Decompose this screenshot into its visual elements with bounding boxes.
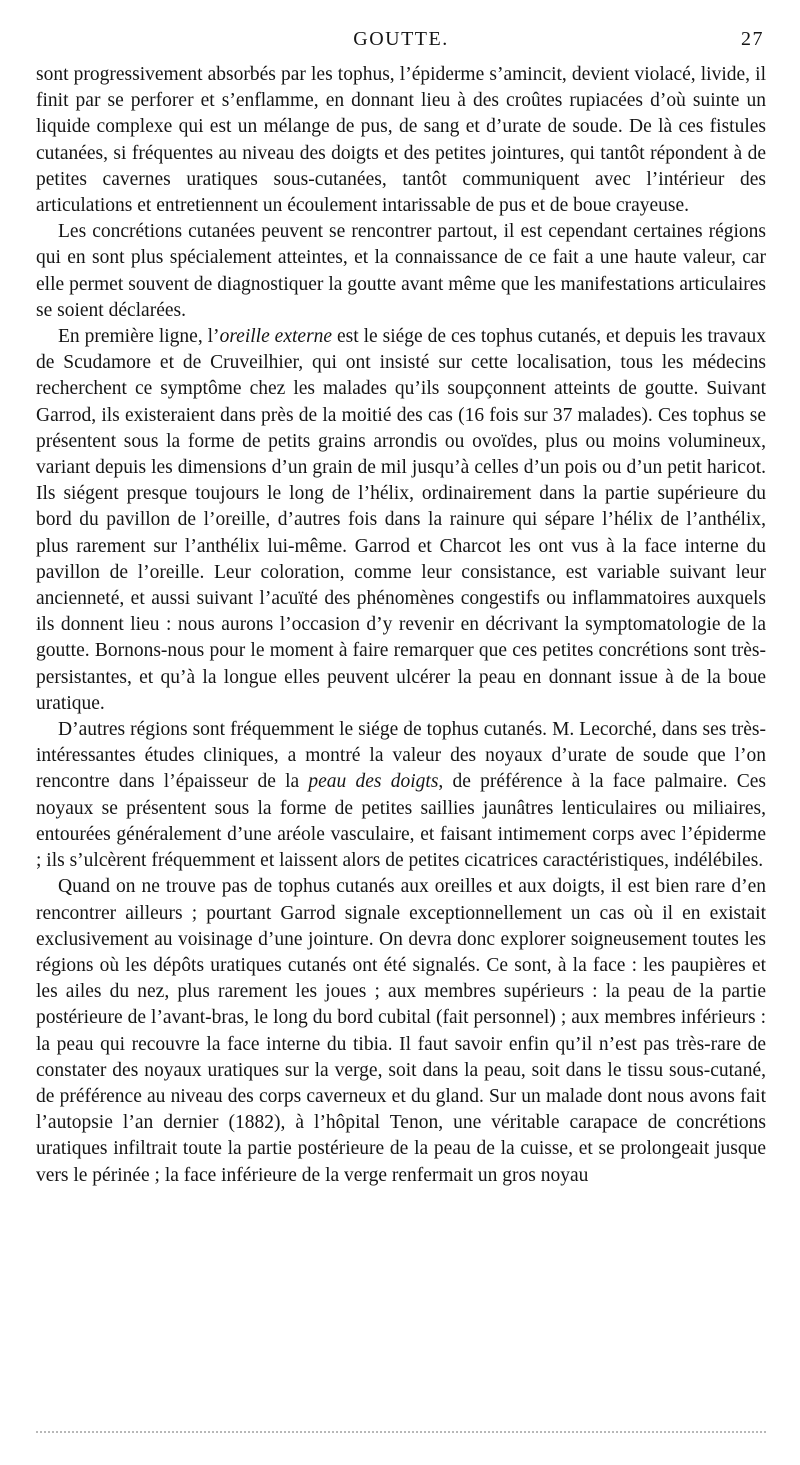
book-page — [36, 28, 766, 1189]
text-run: D’autres régions sont fréquemment le siége de tophus cutanés. M. Lecorché, dans ses très-intéressantes études cliniques, a montré la valeur des noyaux d’urate de soude que l’on rencontre dans l’épaisseur de la — [36, 719, 766, 793]
italic-term: peau des doigts — [308, 771, 439, 793]
text-run: En première ligne, l’ — [58, 326, 220, 348]
paragraph — [36, 874, 766, 1188]
text-run: sont progressivement absorbés par les tophus, l’épiderme s’amincit, devient violacé, livide, il finit par se perforer et s’enflamme, en donnant lieu à des croûtes rupiacées d’où suinte un liquide complexe qui est un mélange de pus, de sang et d’urate de soude. De là ces fistules cutanées, si fréquentes au niveau des doigts et des petites jointures, qui tantôt répondent à de petites cavernes uratiques sous-cutanées, tantôt communiquent avec l’intérieur des articulations et entretiennent un écoulement intarissable de pus et de boue crayeuse. — [36, 64, 766, 217]
paragraph — [36, 324, 766, 717]
text-run: Quand on ne trouve pas de tophus cutanés aux oreilles et aux doigts, il est bien rare d’en rencontrer ailleurs ; pourtant Garrod signale exceptionnellement un cas où il en existait exclusivement au voisinage d’une jointure. On devra donc explorer soigneusement toutes les régions où les dépôts uratiques cutanés ont été signalés. Ce sont, à la face : les paupières et les ailes du nez, plus rarement les joues ; aux membres supérieurs : la peau de la partie postérieure de l’avant-bras, le long du bord cubital (fait personnel) ; aux membres inférieurs : la peau qui recouvre la face interne du tibia. Il faut savoir enfin qu’il n’est pas très-rare de constater des noyaux uratiques sur la verge, soit dans la peau, soit dans le tissu sous-cutané, de préférence au niveau des corps caverneux et du gland. Sur un malade dont nous avons fait l’autopsie l’an dernier (1882), à l’hôpital Tenon, une véritable carapace de concrétions uratiques infiltrait toute la partie postérieure de la peau de la cuisse, et se prolongeait jusque vers le périnée ; la face inférieure de la verge renfermait un gros noyau — [36, 876, 766, 1186]
bottom-rule — [36, 1431, 766, 1433]
paragraph — [36, 219, 766, 324]
italic-term: oreille externe — [219, 326, 333, 348]
page-number: 27 — [741, 28, 764, 50]
paragraph — [36, 62, 766, 219]
text-run: est le siége de ces tophus cutanés, et depuis les travaux de Scudamore et de Cruveilhier, qui ont insisté sur cette localisation, tous les médecins recherchent ce symptôme chez les malades qu’ils soupçonnent atteints de goutte. Suivant Garrod, ils existeraient dans près de la moitié des cas (16 fois sur 37 malades). Ces tophus se présentent sous la forme de petits grains arrondis ou ovoïdes, plus ou moins volumineux, variant depuis les dimensions d’un grain de mil jusqu’à celles d’un pois ou d’un petit haricot. Ils siégent presque toujours le long de l’hélix, ordinairement dans la partie supérieure du bord du pavillon de l’oreille, d’autres fois dans la rainure qui sépare l’hélix de l’anthélix, plus rarement sur l’anthélix lui-même. Garrod et Charcot les ont vus à la face interne du pavillon de l’oreille. Leur coloration, comme leur consistance, est variable suivant leur ancienneté, et aussi suivant l’acuïté des phénomènes congestifs ou inflammatoires auxquels ils donnent lieu : nous aurons l’occasion d’y revenir en décrivant la symptomatologie de la goutte. Bornons-nous pour le moment à faire remarquer que ces petites concrétions sont très-persistantes, et qu’à la longue elles peuvent ulcérer la peau en donnant issue à de la boue uratique. — [36, 326, 766, 714]
text-run: , de préférence à la face palmaire. Ces noyaux se présentent sous la forme de petites saillies jaunâtres lenticulaires ou miliaires, entourées généralement d’une aréole vasculaire, et faisant intimement corps avec l’épiderme ; ils s’ulcèrent fréquemment et laissent alors de petites cicatrices caractéristiques, indélébiles. — [36, 771, 767, 872]
page-header — [36, 28, 766, 54]
running-title: GOUTTE. — [353, 28, 449, 50]
paragraph — [36, 717, 766, 874]
text-run: Les concrétions cutanées peuvent se rencontrer partout, il est cependant certaines régions qui en sont plus spécialement atteintes, et la connaissance de ce fait a une haute valeur, car elle permet souvent de diagnostiquer la goutte avant même que les manifestations articulaires se soient déclarées. — [36, 221, 766, 321]
body-text — [36, 62, 766, 1189]
